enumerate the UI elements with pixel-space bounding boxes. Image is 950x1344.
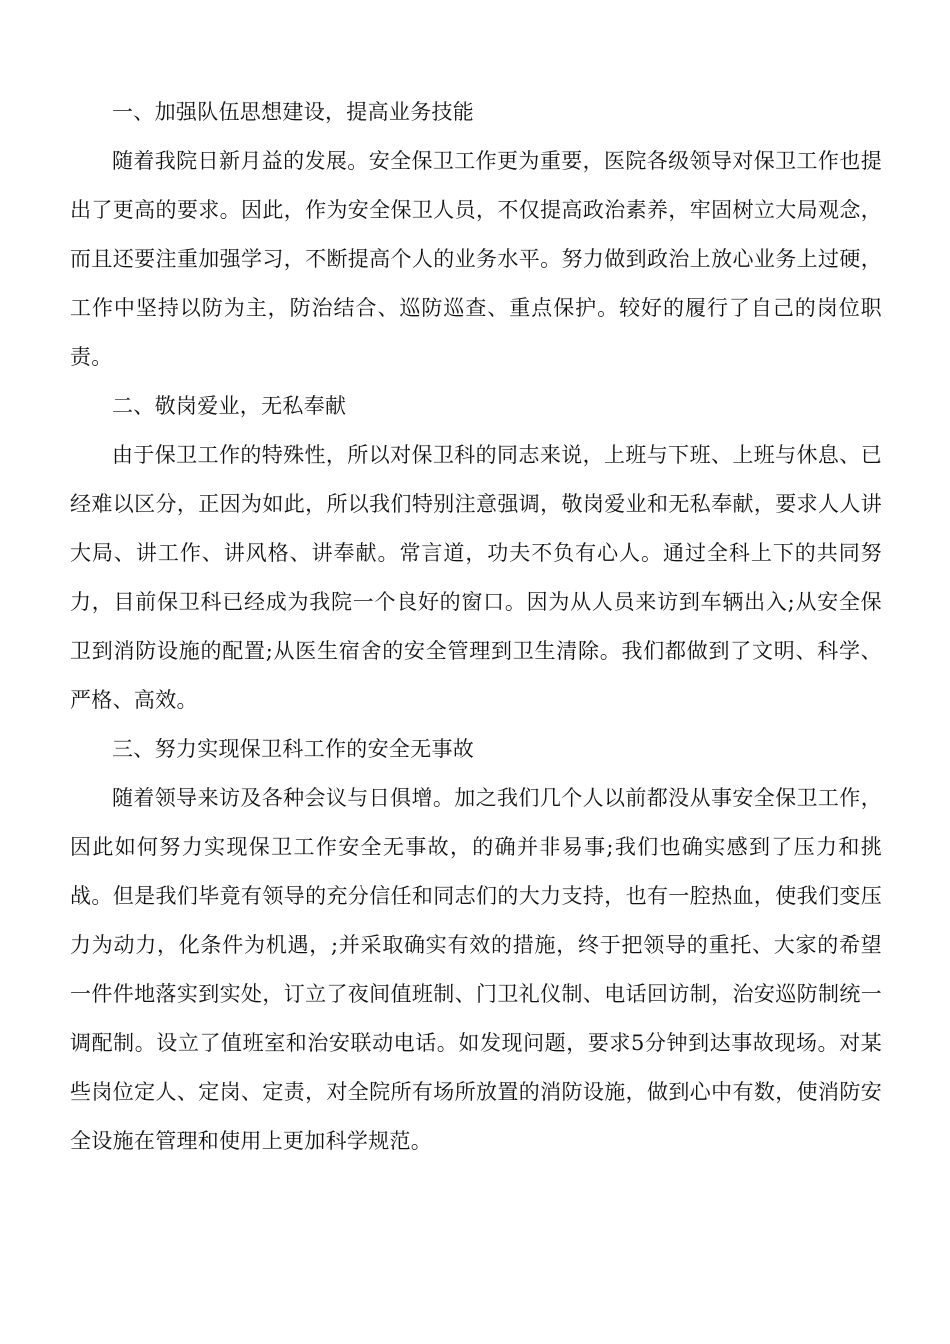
- section-2-heading: 二、敬岗爱业，无私奉献: [112, 394, 347, 418]
- document-page: [70, 88, 882, 1166]
- section-1-body: 随着我院日新月益的发展。安全保卫工作更为重要，医院各级领导对保卫工作也提出了更高的要求。因此，作为安全保卫人员，不仅提高政治素养，牢固树立大局观念，而且还要注重加强学习，不断提高个人的业务水平。努力做到政治上放心业务上过硬，工作中坚持以防为主，防治结合、巡防巡查、重点保护。较好的履行了自己的岗位职责。: [70, 149, 882, 369]
- section-1-heading: 一、加强队伍思想建设，提高业务技能: [112, 100, 475, 124]
- section-3-heading: 三、努力实现保卫科工作的安全无事故: [112, 737, 475, 761]
- section-3-body: 随着领导来访及各种会议与日俱增。加之我们几个人以前都没从事安全保卫工作，因此如何努力实现保卫工作安全无事故，的确并非易事;我们也确实感到了压力和挑战。但是我们毕竟有领导的充分信任和同志们的大力支持，也有一腔热血，使我们变压力为动力，化条件为机遇，;并采取确实有效的措施，终于把领导的重托、大家的希望一件件地落实到实处，订立了夜间值班制、门卫礼仪制、电话回访制，治安巡防制统一调配制。设立了值班室和治安联动电话。如发现问题，要求5分钟到达事故现场。对某些岗位定人、定岗、定责，对全院所有场所放置的消防设施，做到心中有数，使消防安全设施在管理和使用上更加科学规范。: [70, 786, 882, 1153]
- section-2-body: 由于保卫工作的特殊性，所以对保卫科的同志来说，上班与下班、上班与休息、已经难以区分，正因为如此，所以我们特别注意强调，敬岗爱业和无私奉献，要求人人讲大局、讲工作、讲风格、讲奉献。常言道，功夫不负有心人。通过全科上下的共同努力，目前保卫科已经成为我院一个良好的窗口。因为从人员来访到车辆出入;从安全保卫到消防设施的配置;从医生宿舍的安全管理到卫生清除。我们都做到了文明、科学、严格、高效。: [70, 443, 882, 712]
